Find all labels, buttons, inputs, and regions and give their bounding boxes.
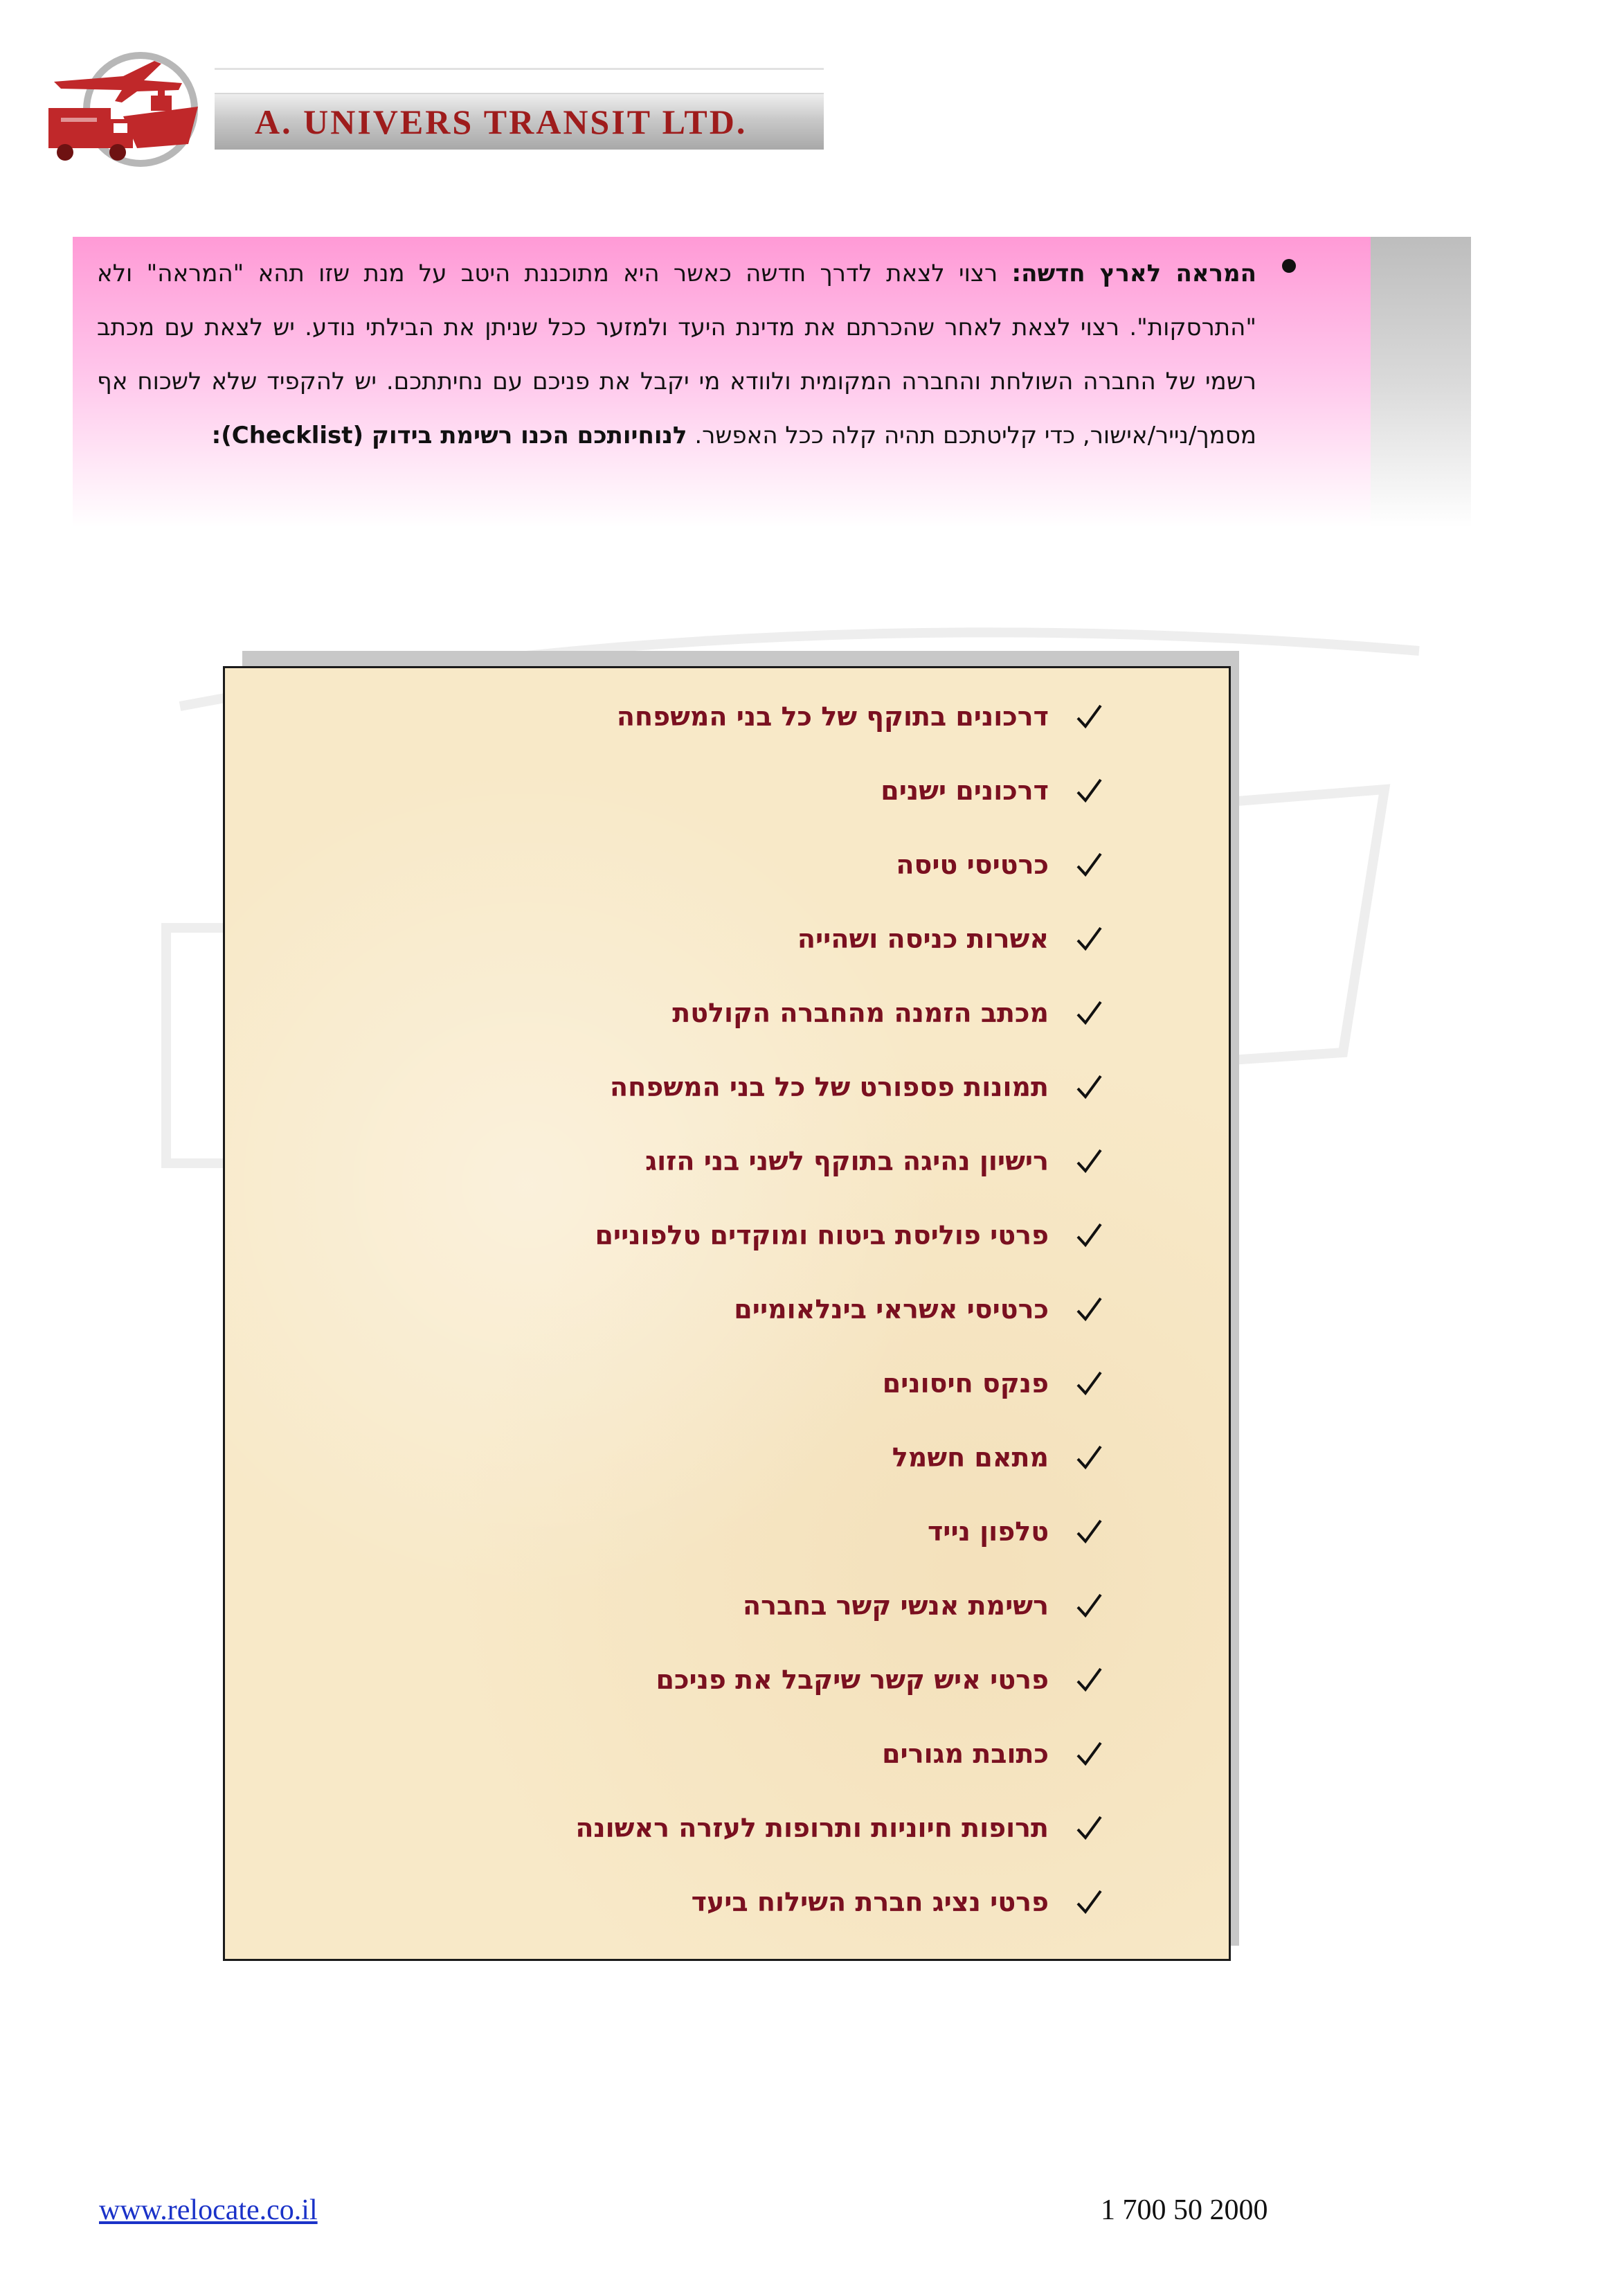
intro-body: רצוי לצאת לדרך חדשה כאשר היא מתוכננת היטב על מנת שזו תהא "המראה" ולא "התרסקות". רצוי לצאת לאחר שהכרתם את מדינת היעד ולמזער ככל שניתן את הבילתי נודע. יש לצאת עם מכתב רשמי של החברה השולחת והחברה המקומית ולוודא מי יקבל את פניכם עם נחיתתכם. יש להקפיד שלא לשכוח אף מסמך/נייר/אישור, כדי קליטתכם תהיה קלה ככל האפשר. (97, 260, 1256, 449)
checklist-item-label: כרטיסי אשראי בינלאומיים (734, 1293, 1049, 1325)
checklist-item (273, 1568, 1104, 1642)
checklist-item (273, 1050, 1104, 1124)
checklist (273, 679, 1104, 1939)
check-mark-icon (1074, 1072, 1104, 1102)
check-mark-icon (1074, 1739, 1104, 1769)
checklist-item (273, 976, 1104, 1050)
check-mark-icon (1074, 1813, 1104, 1843)
company-logo (40, 40, 822, 172)
checklist-item (273, 1717, 1104, 1791)
checklist-item-label: דרכונים ישנים (881, 775, 1049, 806)
logo-top-line (215, 68, 824, 70)
check-mark-icon (1074, 1665, 1104, 1695)
intro-lead: לנוחיותכם הכנו רשימת בידוק (Checklist): (211, 422, 687, 449)
checklist-item-label: רשימת אנשי קשר בחברה (742, 1590, 1049, 1621)
checklist-item (273, 1791, 1104, 1865)
checklist-item-label: כתובת מגורים (882, 1738, 1049, 1769)
checklist-item (273, 1346, 1104, 1420)
check-mark-icon (1074, 1220, 1104, 1251)
checklist-item-label: אשרות כניסה ושהייה (797, 923, 1049, 954)
checklist-item-label: מתאם חשמל (892, 1442, 1049, 1473)
checklist-item-label: מכתב הזמנה מהחברה הקולטת (672, 997, 1049, 1028)
checklist-item-label: פרטי איש קשר שיקבל את פניכם (656, 1664, 1049, 1695)
intro-paragraph (97, 247, 1256, 463)
checklist-item-label: רישיון נהיגה בתוקף לשני בני הזוג (645, 1145, 1049, 1176)
checklist-item (273, 1642, 1104, 1717)
checklist-item (273, 1420, 1104, 1494)
check-mark-icon (1074, 776, 1104, 806)
checklist-item (273, 902, 1104, 976)
checklist-item (273, 1198, 1104, 1272)
website-link[interactable]: www.relocate.co.il (99, 2194, 318, 2226)
checklist-item-label: טלפון נייד (927, 1516, 1049, 1547)
check-mark-icon (1074, 850, 1104, 880)
check-mark-icon (1074, 1294, 1104, 1325)
checklist-item (273, 1124, 1104, 1198)
checklist-item-label: דרכונים בתוקף של כל בני המשפחה (616, 701, 1049, 732)
check-mark-icon (1074, 1590, 1104, 1621)
check-mark-icon (1074, 998, 1104, 1028)
checklist-item (273, 827, 1104, 902)
checklist-item-label: תרופות חיוניות ותרופות לעזרה ראשונה (575, 1812, 1049, 1843)
bullet-icon (1282, 259, 1296, 273)
check-mark-icon (1074, 701, 1104, 732)
check-mark-icon (1074, 924, 1104, 954)
checklist-item-label: פנקס חיסונים (882, 1368, 1049, 1399)
phone-number: 1 700 50 2000 (1101, 2194, 1268, 2226)
intro-heading: המראה לארץ חדשה: (1011, 260, 1256, 287)
checklist-panel (223, 666, 1231, 1961)
intro-shadow (1367, 237, 1471, 528)
check-mark-icon (1074, 1442, 1104, 1473)
checklist-item-label: כרטיסי טיסה (896, 849, 1049, 880)
check-mark-icon (1074, 1887, 1104, 1917)
checklist-item (273, 679, 1104, 753)
check-mark-icon (1074, 1146, 1104, 1176)
logo-emblem-icon (40, 40, 206, 172)
checklist-item (273, 1865, 1104, 1939)
check-mark-icon (1074, 1368, 1104, 1399)
checklist-item-label: תמונות פספורט של כל בני המשפחה (610, 1071, 1049, 1102)
checklist-item-label: פרטי פוליסת ביטוח ומוקדים טלפוניים (595, 1219, 1049, 1251)
checklist-item (273, 1272, 1104, 1346)
checklist-item (273, 1494, 1104, 1568)
checklist-item (273, 753, 1104, 827)
company-name: A. UNIVERS TRANSIT LTD. (255, 102, 748, 141)
checklist-item-label: פרטי נציג חברת השילוח ביעד (691, 1886, 1049, 1917)
check-mark-icon (1074, 1516, 1104, 1547)
